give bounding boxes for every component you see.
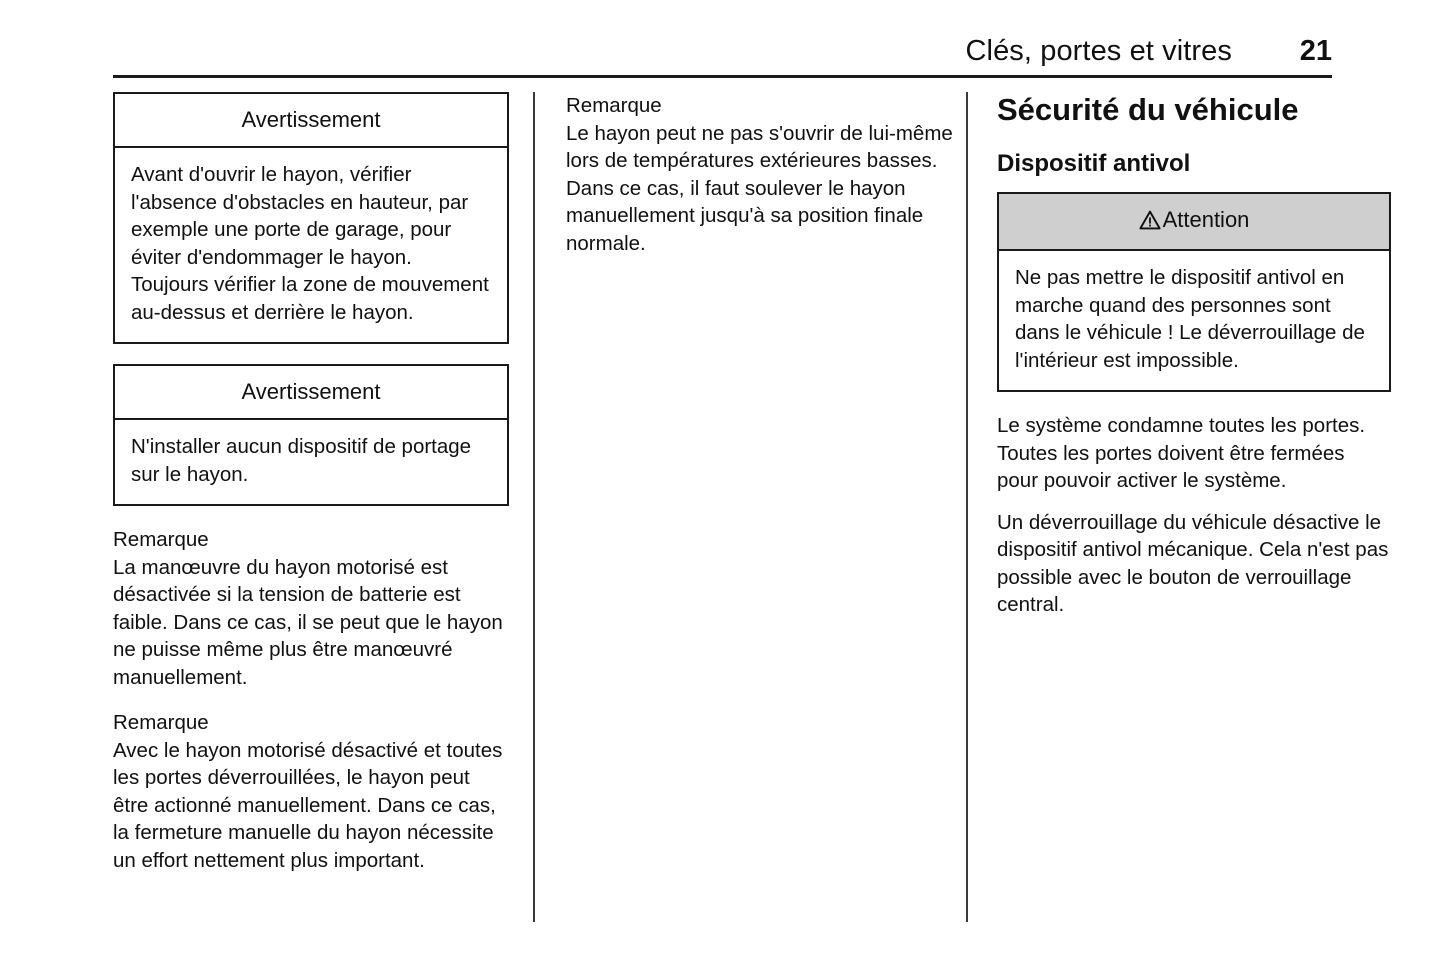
caution-box [997, 192, 1391, 392]
warning-box-two-body: N'installer aucun dispositif de portage sur le hayon. [131, 435, 472, 486]
warning-box-two-heading: Avertissement [115, 366, 507, 420]
caution-box-body: Ne pas mettre le dispositif antivol en marche quand des personnes sont dans le véhicule ! Le déverrouillage de l'intérieur est impossible. [1015, 266, 1365, 372]
note-one-body: La manœuvre du hayon motorisé est désactivée si la tension de batterie est faible. Dans ce cas, il se peut que le hayon ne puisse même plus être manœuvré manuellement. [113, 555, 503, 689]
column-three [997, 92, 1391, 633]
page-number: 21 [1299, 35, 1332, 67]
paragraph-two: Un déverrouillage du véhicule désactive le dispositif antivol mécanique. Cela n'est pas possible avec le bouton de verrouillage central. [997, 510, 1389, 616]
paragraph-one: Le système condamne toutes les portes. Toutes les portes doivent être fermées pour pouvoir activer le système. [997, 414, 1366, 492]
column-one [113, 92, 509, 892]
warning-box-one [113, 92, 509, 344]
column-divider-left [533, 92, 535, 922]
note-three-label: Remarque [566, 94, 662, 117]
warning-box-one-body: Avant d'ouvrir le hayon, vérifier l'absence d'obstacles en hauteur, par exemple une porte de garage, pour éviter d'endommager le hayon. Toujours vérifier la zone de mouvement au-dessus et derrière le hayon. [131, 163, 489, 324]
page-header [113, 34, 1332, 78]
column-two [566, 92, 956, 275]
note-two-label: Remarque [113, 711, 209, 734]
note-three-body: Le hayon peut ne pas s'ouvrir de lui-même lors de températures extérieures basses. Dans ce cas, il faut soulever le hayon manuellement jusqu'à sa position finale normale. [566, 121, 953, 255]
warning-box-one-heading: Avertissement [115, 94, 507, 148]
column-divider-right [966, 92, 968, 922]
caution-box-heading [999, 194, 1389, 251]
note-two-body: Avec le hayon motorisé désactivé et toutes les portes déverrouillées, le hayon peut être actionné manuellement. Dans ce cas, la fermeture manuelle du hayon nécessite un effort nettement plus important. [113, 738, 503, 872]
section-title: Sécurité du véhicule [997, 92, 1299, 127]
page-title: Clés, portes et vitres [965, 35, 1232, 67]
warning-box-two [113, 364, 509, 506]
note-one-label: Remarque [113, 528, 209, 551]
warning-triangle-icon [1139, 210, 1161, 230]
header-rule [113, 75, 1332, 78]
section-subtitle: Dispositif antivol [997, 150, 1191, 177]
caution-box-heading-text: Attention [1162, 207, 1250, 232]
